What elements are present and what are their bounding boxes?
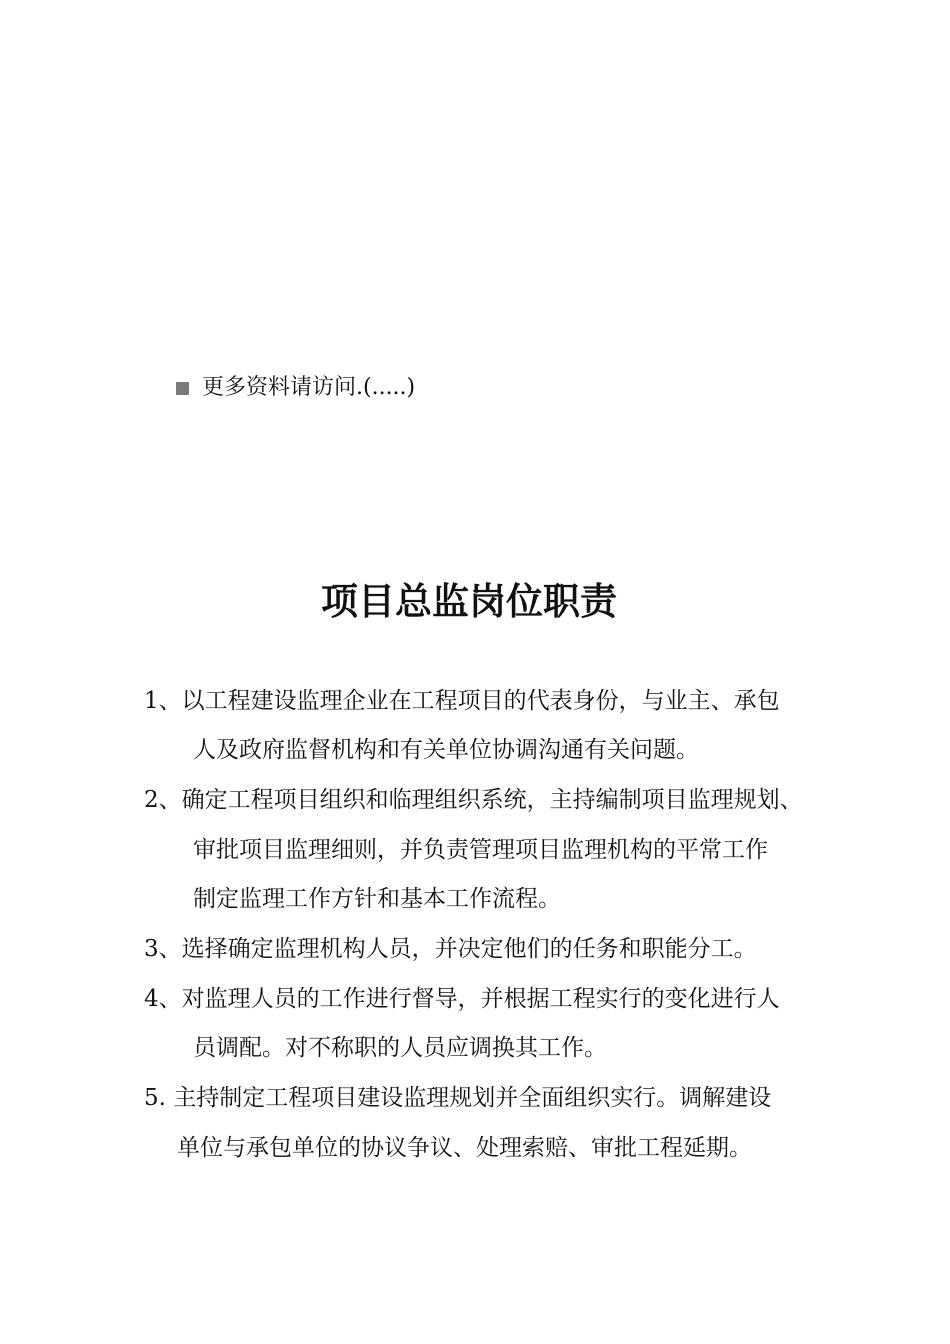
duty-5-line-1: 5. 主持制定工程项目建设监理规划并全面组织实行。调解建设 <box>144 1085 772 1111</box>
duty-2-line-3: 制定监理工作方针和基本工作流程。 <box>193 886 561 912</box>
duty-3-line-1: 3、选择确定监理机构人员，并决定他们的任务和职能分工。 <box>144 936 757 962</box>
duty-2-line-1: 2、确定工程项目组织和临理组织系统，主持编制项目监理规划、 <box>144 787 803 813</box>
duty-5-line-2: 单位与承包单位的协议争议、处理索赔、审批工程延期。 <box>177 1135 752 1161</box>
duty-4-line-2: 员调配。对不称职的人员应调换其工作。 <box>193 1035 607 1061</box>
site-note-text: 更多资料请访问.(.....) <box>202 375 416 400</box>
document-title: 项目总监岗位职责 <box>321 579 617 623</box>
site-note <box>176 372 415 404</box>
square-bullet-icon <box>176 382 189 395</box>
duty-1-line-1: 1、以工程建设监理企业在工程项目的代表身份，与业主、承包 <box>144 688 780 714</box>
duty-4-line-1: 4、对监理人员的工作进行督导，并根据工程实行的变化进行人 <box>144 986 780 1012</box>
duty-2-line-2: 审批项目监理细则，并负责管理项目监理机构的平常工作 <box>193 837 768 863</box>
duty-1-line-2: 人及政府监督机构和有关单位协调沟通有关问题。 <box>193 737 699 763</box>
